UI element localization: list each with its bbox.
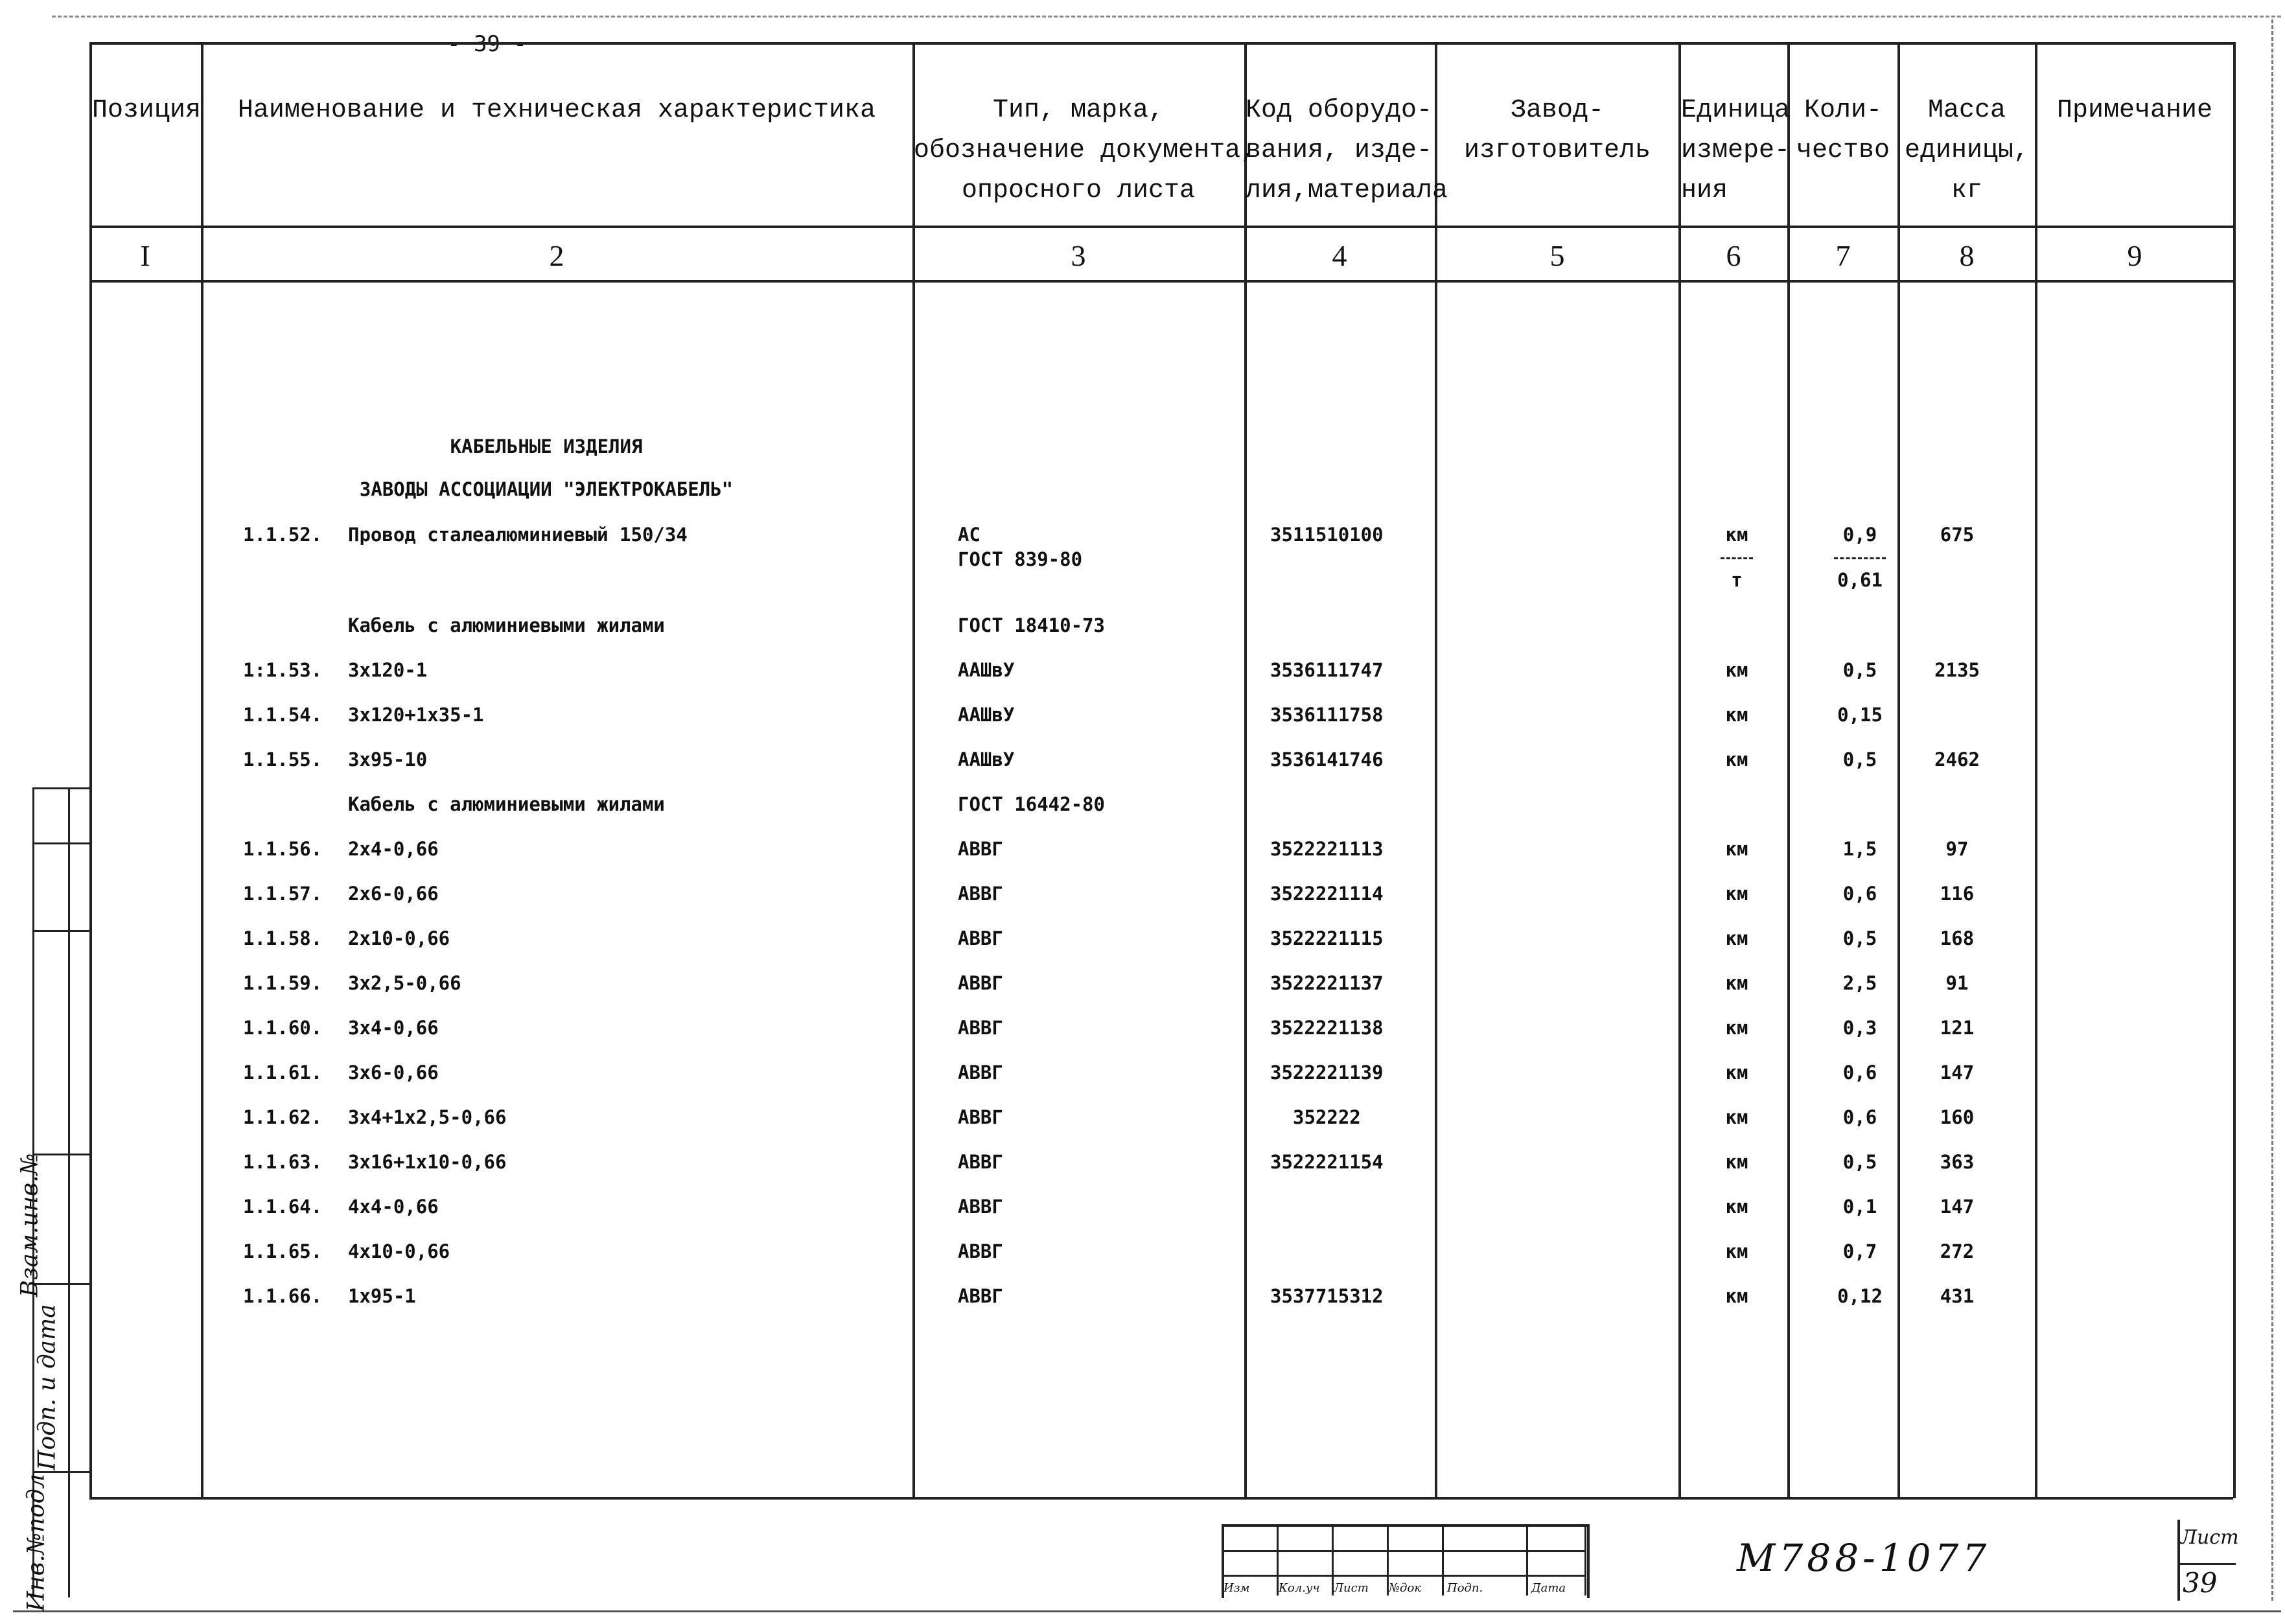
- table-row: 1.1.54. 3x120+1x35-1 ААШвУ 3536111758 км 0,15: [243, 704, 1883, 726]
- item-mass: 675: [1940, 524, 1975, 546]
- item-code: 3511510100: [1270, 524, 1384, 546]
- table-row: 1.1.65. 4x10-0,66 АВВГ км 0,7 272: [243, 1240, 1975, 1262]
- column-number: 9: [2127, 239, 2142, 272]
- sheet-number: 39: [2183, 1567, 2218, 1599]
- table-row: 1.1.61. 3x6-0,66 АВВГ 3522221139 км 0,6 147: [243, 1061, 1975, 1084]
- group-standard: ГОСТ 16442-80: [958, 793, 1105, 815]
- sheet-label: Лист: [2181, 1526, 2239, 1549]
- table-row: 1:1.53. 3x120-1 ААШвУ 3536111747 км 0,5 2135: [243, 659, 1980, 681]
- table-row: 1.1.58. 2x10-0,66 АВВГ 3522221115 км 0,5 168: [243, 927, 1975, 949]
- table-row: 1.1.57. 2x6-0,66 АВВГ 3522221114 км 0,6 116: [243, 883, 1975, 905]
- column-number: 5: [1549, 239, 1565, 272]
- header-quantity: Коли- чество: [1796, 96, 1890, 165]
- scan-top-edge: [52, 16, 2281, 17]
- group-standard: ГОСТ 18410-73: [958, 614, 1105, 636]
- item-position: 1.1.52.: [243, 524, 323, 546]
- header-code: Код оборудо- вания, изде- лия,материала: [1246, 96, 1448, 205]
- item-type: АС: [958, 524, 980, 546]
- section-title: КАБЕЛЬНЫЕ ИЗДЕЛИЯ: [450, 435, 643, 458]
- header-manufacturer: Завод- изготовитель: [1463, 96, 1651, 165]
- stamp-text: Подп. и дата: [34, 1304, 61, 1470]
- table-row: 1.1.63. 3x16+1x10-0,66 АВВГ 3522221154 км 0,5 363: [243, 1151, 1975, 1173]
- header-type: Тип, марка, обозначение документа, опросного листа: [914, 96, 1257, 205]
- column-number: 3: [1071, 239, 1086, 272]
- column-number: I: [140, 239, 150, 272]
- table-row: 1.1.62. 3x4+1x2,5-0,66 АВВГ 352222 км 0,6 160: [243, 1106, 1975, 1128]
- header-mass: Масса единицы, кг: [1904, 96, 2030, 205]
- item-unit-alt: т: [1731, 569, 1743, 591]
- table-row: 1.1.64. 4x4-0,66 АВВГ км 0,1 147: [243, 1196, 1975, 1218]
- table-row: 1.1.66. 1x95-1 АВВГ 3537715312 км 0,12 431: [243, 1285, 1975, 1307]
- qty-fraction-line: [1834, 557, 1886, 559]
- table-row: 1.1.56. 2x4-0,66 АВВГ 3522221113 км 1,5 97: [243, 838, 1969, 860]
- group-heading: [0, 614, 2285, 647]
- item-type-standard: ГОСТ 839-80: [958, 548, 1083, 570]
- header-note: Примечание: [2056, 96, 2213, 125]
- column-number: 2: [549, 239, 564, 272]
- header-unit: Единица измере- ния: [1681, 96, 1791, 205]
- column-number: 7: [1835, 239, 1851, 272]
- section-subtitle: ЗАВОДЫ АССОЦИАЦИИ "ЭЛЕКТРОКАБЕЛЬ": [359, 478, 734, 500]
- header-position: Позиция: [92, 96, 202, 125]
- group-name: Кабель с алюминиевыми жилами: [348, 614, 665, 636]
- unit-fraction-line: [1721, 557, 1753, 559]
- header-name: Наименование и техническая характеристика: [237, 96, 876, 125]
- scan-bottom-edge: [13, 1610, 2281, 1612]
- column-number: 4: [1332, 239, 1347, 272]
- stamp-text: Инв.№подл: [23, 1474, 50, 1612]
- column-number: 8: [1959, 239, 1975, 272]
- group-name: Кабель с алюминиевыми жилами: [348, 793, 665, 815]
- item-unit: км: [1725, 524, 1748, 546]
- item-quantity: 0,9: [1842, 524, 1877, 546]
- table-row: 1.1.55. 3x95-10 ААШвУ 3536141746 км 0,5 2462: [243, 748, 1980, 771]
- document-code: М788-1077: [1737, 1536, 1991, 1580]
- item-name: Провод сталеалюминиевый 150/34: [348, 524, 688, 546]
- item-quantity-alt: 0,61: [1837, 569, 1883, 591]
- group-heading: [0, 793, 2285, 826]
- table-row: 1.1.59. 3x2,5-0,66 АВВГ 3522221137 км 2,5 91: [243, 972, 1969, 994]
- table-row: [0, 569, 2285, 601]
- page-number-top: - 39 -: [447, 31, 527, 57]
- table-row: 1.1.60. 3x4-0,66 АВВГ 3522221138 км 0,3 121: [243, 1017, 1975, 1039]
- column-number: 6: [1726, 239, 1741, 272]
- stamp-text: Взам.инв.№: [16, 1153, 43, 1297]
